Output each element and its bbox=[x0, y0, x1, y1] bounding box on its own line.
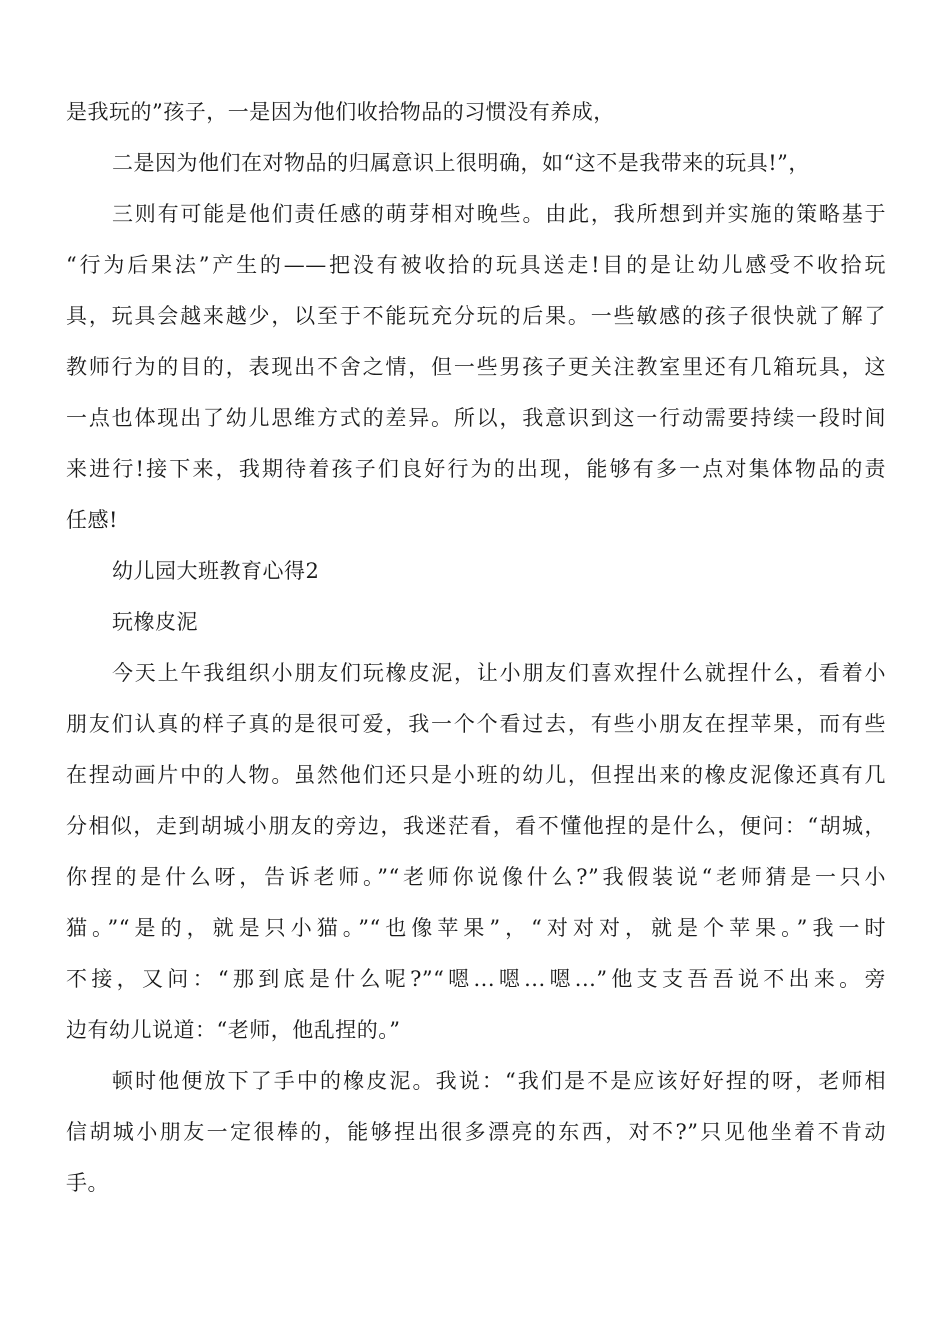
text-line: 边有幼儿说道：“老师，他乱捏的。” bbox=[66, 1018, 401, 1042]
text-line: 不接，又问：“那到底是什么呢?”“嗯...嗯...嗯...”他支支吾吾说不出来。旁 bbox=[66, 967, 886, 991]
text-line: 今天上午我组织小朋友们玩橡皮泥，让小朋友们喜欢捏什么就捏什么，看着小 bbox=[112, 661, 886, 685]
text-line: 二是因为他们在对物品的归属意识上很明确，如“这不是我带来的玩具!”， bbox=[112, 151, 810, 175]
text-line: 教师行为的目的，表现出不舍之情，但一些男孩子更关注教室里还有几箱玩具，这 bbox=[66, 355, 886, 379]
text-line: 信胡城小朋友一定很棒的，能够捏出很多漂亮的东西，对不?”只见他坐着不肯动 bbox=[66, 1120, 886, 1144]
text-line: 一点也体现出了幼儿思维方式的差异。所以，我意识到这一行动需要持续一段时间 bbox=[66, 406, 886, 430]
section-subheading: 玩橡皮泥 bbox=[112, 610, 198, 634]
text-line: 顿时他便放下了手中的橡皮泥。我说：“我们是不是应该好好捏的呀，老师相 bbox=[112, 1069, 886, 1093]
text-line: 朋友们认真的样子真的是很可爱，我一个个看过去，有些小朋友在捏苹果，而有些 bbox=[66, 712, 886, 736]
text-line: 具，玩具会越来越少，以至于不能玩充分玩的后果。一些敏感的孩子很快就了解了 bbox=[66, 304, 886, 328]
text-line: 手。 bbox=[66, 1171, 109, 1195]
text-line: 猫。”“是的，就是只小猫。”“也像苹果”，“对对对，就是个苹果。”我一时 bbox=[66, 916, 886, 940]
text-line: 三则有可能是他们责任感的萌芽相对晚些。由此，我所想到并实施的策略基于 bbox=[112, 202, 886, 226]
text-line: 来进行!接下来，我期待着孩子们良好行为的出现，能够有多一点对集体物品的责 bbox=[66, 457, 886, 481]
section-heading: 幼儿园大班教育心得2 bbox=[112, 559, 320, 583]
text-line: 分相似，走到胡城小朋友的旁边，我迷茫看，看不懂他捏的是什么，便问：“胡城， bbox=[66, 814, 886, 838]
text-line: 是我玩的”孩子，一是因为他们收拾物品的习惯没有养成， bbox=[66, 100, 615, 124]
text-line: 在捏动画片中的人物。虽然他们还只是小班的幼儿，但捏出来的橡皮泥像还真有几 bbox=[66, 763, 886, 787]
text-line: 你捏的是什么呀，告诉老师。”“老师你说像什么?”我假装说“老师猜是一只小 bbox=[66, 865, 886, 889]
text-line: 任感! bbox=[66, 508, 118, 532]
text-line: “行为后果法”产生的——把没有被收拾的玩具送走!目的是让幼儿感受不收拾玩 bbox=[66, 253, 886, 277]
